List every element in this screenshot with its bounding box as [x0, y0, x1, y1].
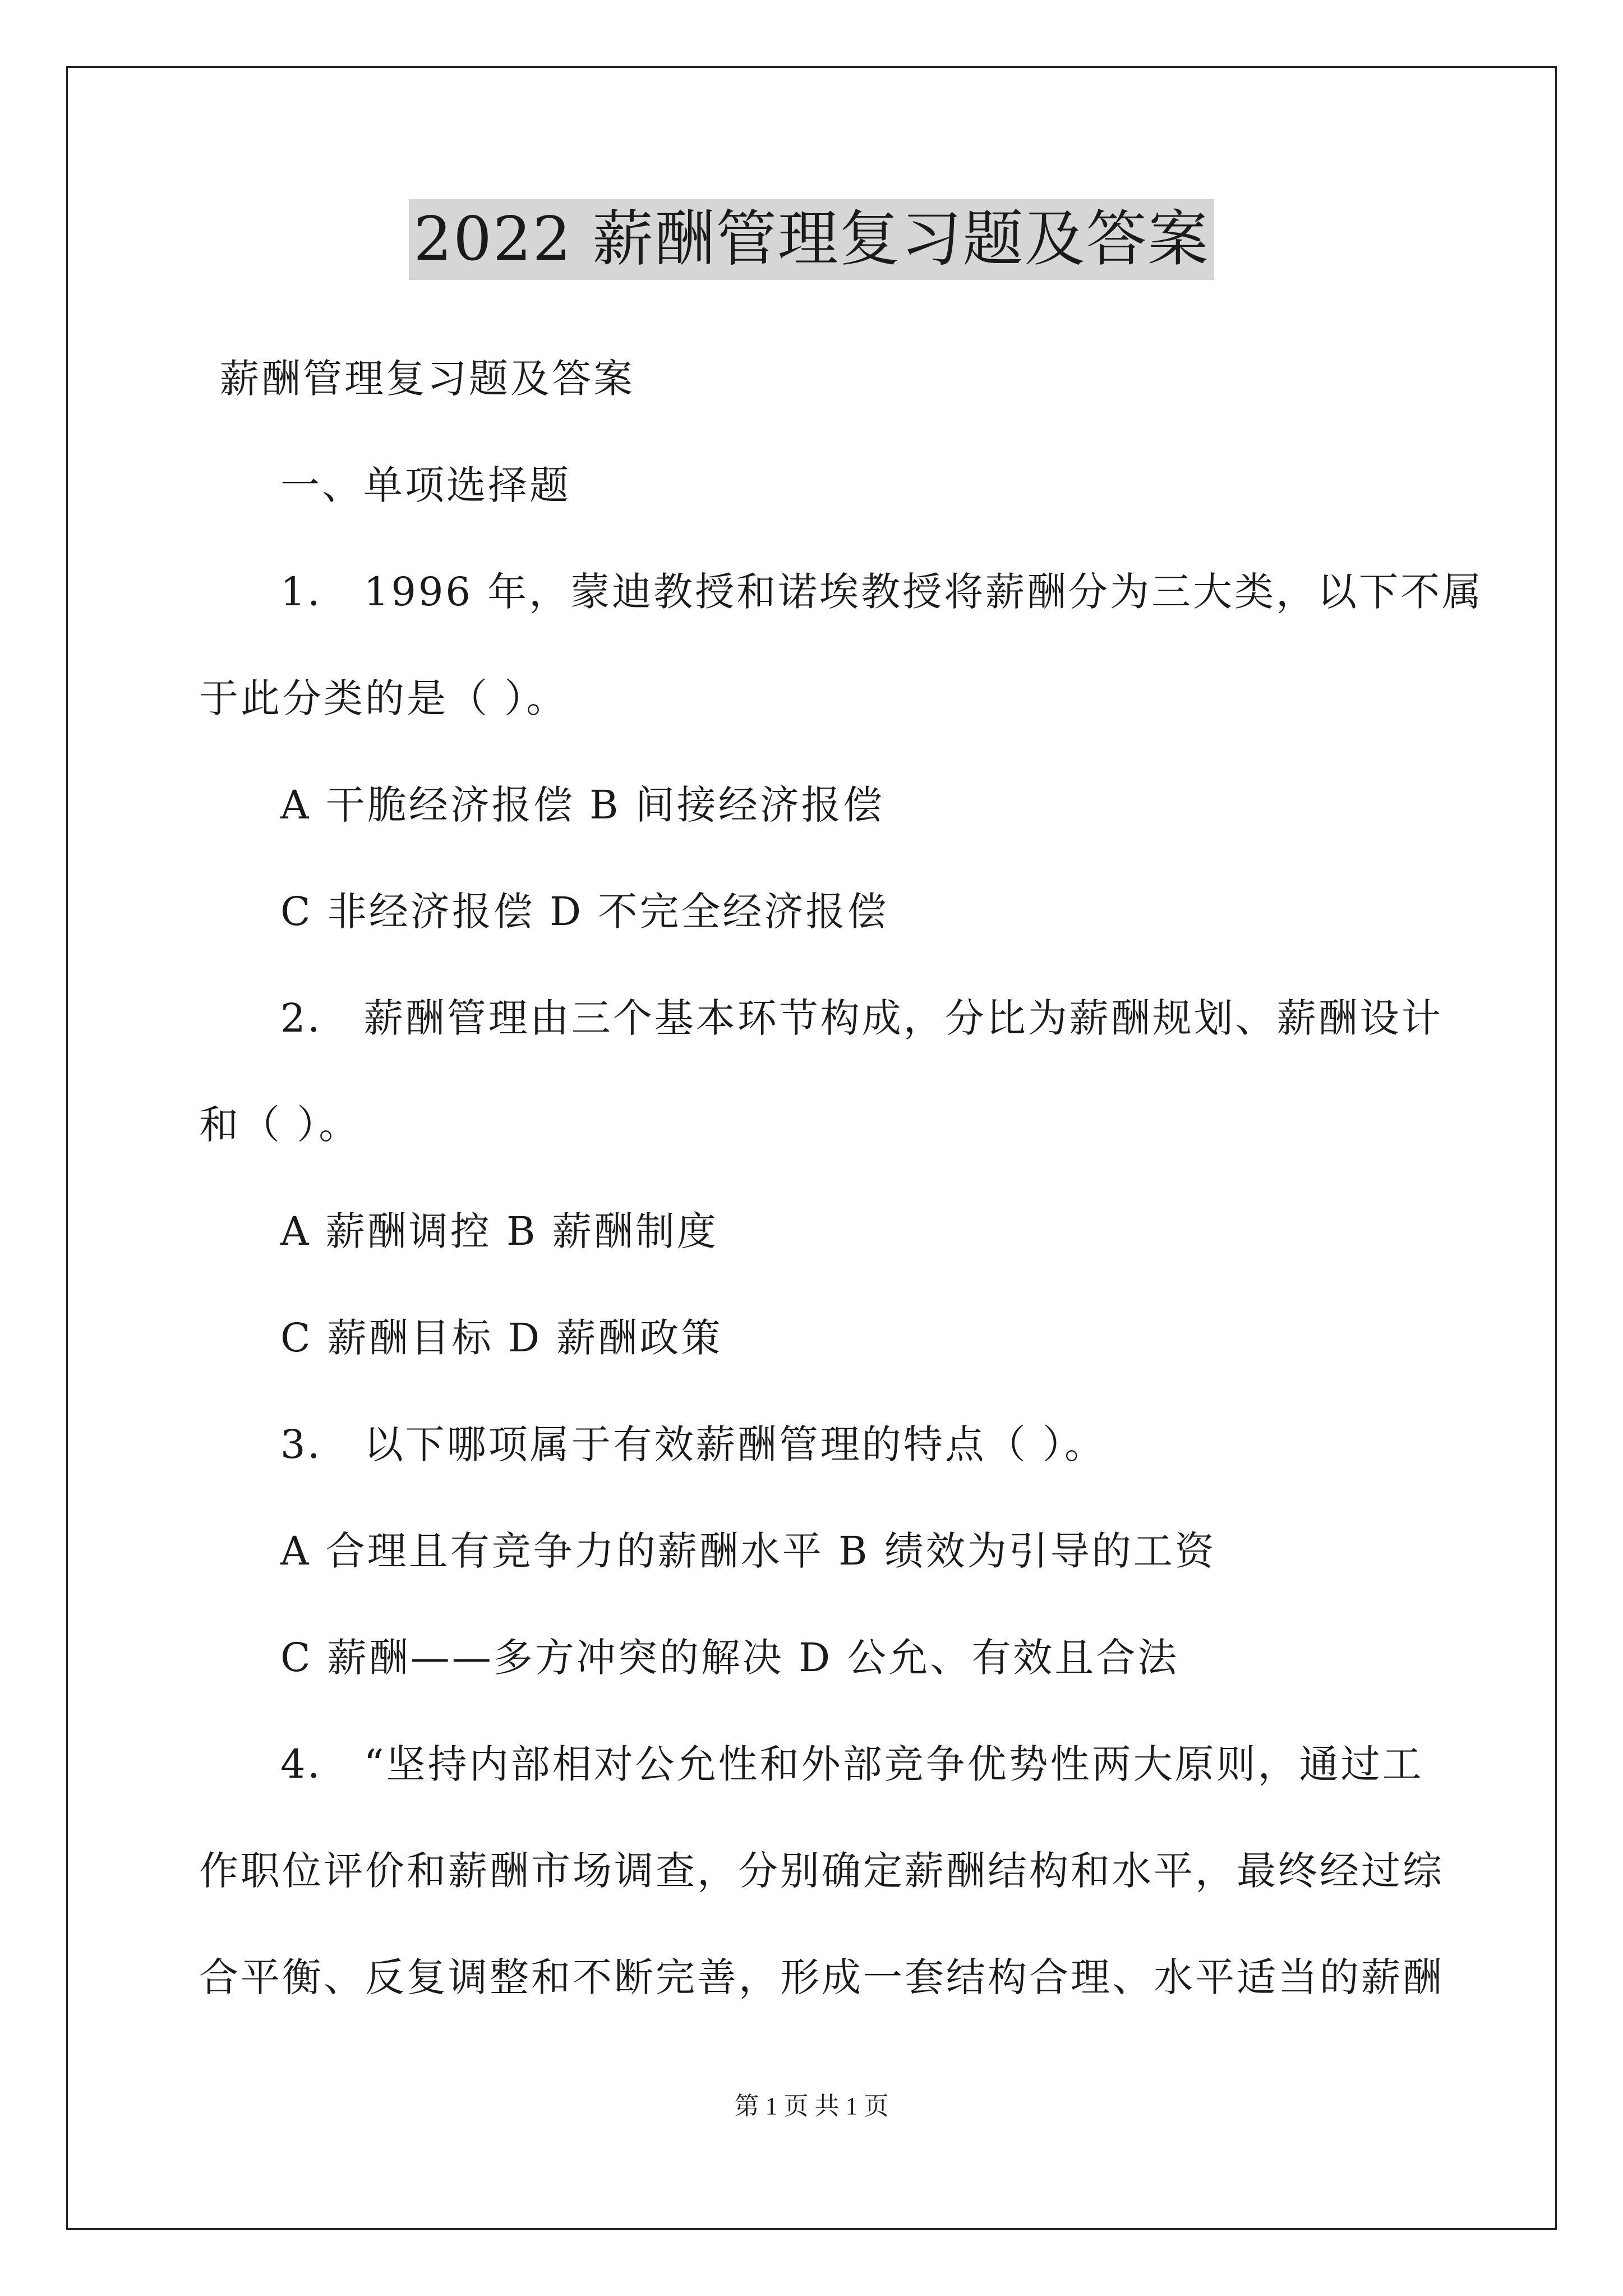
question-4-line-2: 作职位评价和薪酬市场调查，分别确定薪酬结构和水平，最终经过综 — [199, 1848, 1444, 1894]
section-heading: 一、单项选择题 — [280, 462, 571, 508]
question-1-line-2: 于此分类的是（ ）。 — [199, 675, 568, 721]
question-2-line-2: 和（ ）。 — [199, 1102, 361, 1148]
question-3-line-1: 3． 以下哪项属于有效薪酬管理的特点（ ）。 — [280, 1421, 1106, 1467]
question-1-options-ab: A 干脆经济报偿 B 间接经济报偿 — [280, 782, 884, 828]
question-2-line-1: 2． 薪酬管理由三个基本环节构成，分比为薪酬规划、薪酬设计 — [280, 995, 1443, 1041]
question-3-options-ab: A 合理且有竞争力的薪酬水平 B 绩效为引导的工资 — [280, 1528, 1216, 1574]
title-container — [0, 199, 1623, 280]
question-2-options-ab: A 薪酬调控 B 薪酬制度 — [280, 1208, 718, 1254]
document-title: 2022 薪酬管理复习题及答案 — [409, 199, 1214, 280]
question-4-line-3: 合平衡、反复调整和不断完善，形成一套结构合理、水平适当的薪酬 — [199, 1954, 1444, 2000]
question-1-line-1: 1． 1996 年，蒙迪教授和诺埃教授将薪酬分为三大类，以下不属 — [280, 569, 1484, 615]
document-subtitle: 薪酬管理复习题及答案 — [220, 356, 635, 402]
question-1-options-cd: C 非经济报偿 D 不完全经济报偿 — [280, 889, 889, 935]
page-footer: 第 1 页 共 1 页 — [734, 2092, 889, 2120]
question-2-options-cd: C 薪酬目标 D 薪酬政策 — [280, 1315, 723, 1361]
question-4-line-1: 4． “坚持内部相对公允性和外部竞争优势性两大原则，通过工 — [280, 1741, 1424, 1787]
question-3-options-cd: C 薪酬——多方冲突的解决 D 公允、有效且合法 — [280, 1635, 1179, 1681]
